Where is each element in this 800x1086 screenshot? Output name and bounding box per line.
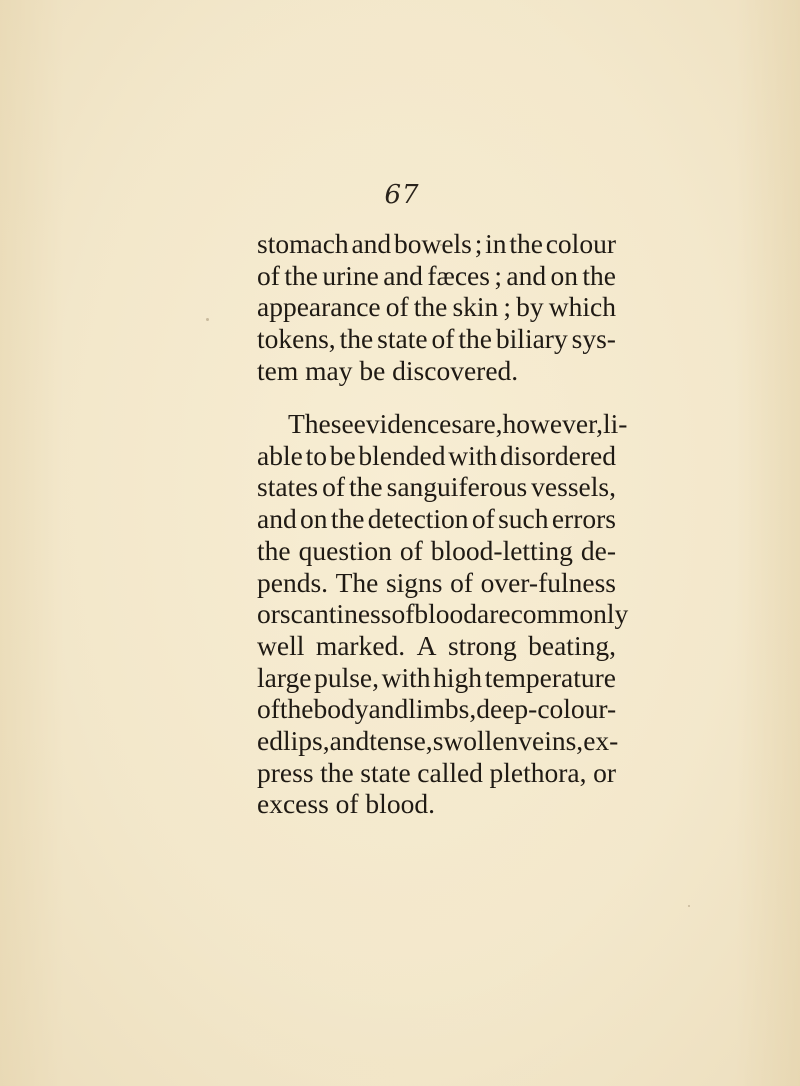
text-line: pends. The signs of over-fulness: [257, 566, 616, 598]
text-line: large pulse, with high temperature: [257, 661, 616, 693]
text-line: tokens, the state of the biliary sys-: [257, 323, 616, 355]
paper-speck: [688, 905, 690, 907]
text-line: the question of blood-letting de-: [257, 534, 616, 566]
text-line: excess of blood.: [257, 788, 435, 820]
text-line: of the urine and fæces ; and on the: [257, 259, 616, 291]
text-line: or scantiness of blood are commonly: [257, 598, 629, 630]
paper-speck: [206, 318, 209, 321]
text-line: tem may be discovered.: [257, 354, 519, 386]
text-line: appearance of the skin ; by which: [257, 291, 616, 323]
paragraph-2: [257, 408, 629, 820]
text-line: stomach and bowels ; in the colour: [257, 228, 616, 259]
page-number: 67: [384, 180, 420, 210]
text-line: able to be blended with disordered: [257, 439, 616, 471]
text-line: and on the detection of such errors: [257, 503, 616, 535]
text-line: These evidences are, however, li-: [288, 408, 628, 439]
text-line: of the body and limbs, deep-colour-: [257, 693, 617, 725]
text-line: well marked. A strong beating,: [257, 629, 616, 661]
text-line: press the state called plethora, or: [257, 756, 616, 788]
text-line: ed lips, and tense, swollen veins, ex-: [257, 725, 619, 757]
paragraph-1: [257, 228, 617, 387]
text-line: states of the sanguiferous vessels,: [257, 471, 616, 503]
